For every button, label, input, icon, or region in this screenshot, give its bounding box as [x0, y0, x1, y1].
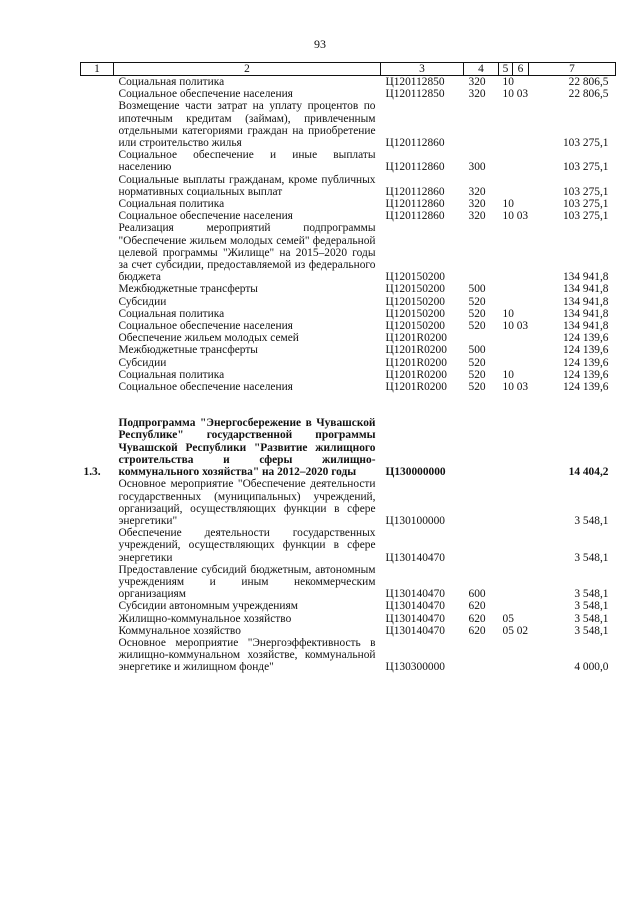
table-row: [81, 332, 616, 344]
table-row: [81, 174, 616, 198]
row-name: Социальное обеспечение населения: [118, 320, 293, 333]
row-expense-type: [464, 478, 499, 527]
table-row: [81, 149, 616, 173]
row-sum: 134 941,8: [562, 283, 609, 296]
table-row: [81, 100, 616, 149]
table-body: [81, 76, 616, 674]
row-name: Возмещение части затрат на уплату процентов по ипотечным кредитам (займам), привлеченным отдельными категориями граждан на приобретение или строительство жилья: [118, 100, 376, 150]
row-sum: 22 806,5: [568, 76, 609, 88]
row-number: [81, 283, 114, 295]
header-col-7: 7: [529, 63, 616, 76]
row-sum: 103 275,1: [562, 210, 609, 223]
row-section: 10: [502, 307, 514, 320]
row-expense-type: 500: [468, 344, 486, 357]
row-code: Ц1201R0200: [385, 356, 447, 369]
row-code: Ц130140470: [385, 612, 445, 625]
row-name: Социальная политика: [118, 198, 225, 211]
row-number: [81, 369, 114, 381]
row-number: [81, 222, 114, 283]
row-number: [81, 320, 114, 332]
row-name: Социальное обеспечение населения: [118, 88, 293, 101]
row-section: [499, 100, 529, 149]
row-section: [499, 149, 529, 173]
row-expense-type: 620: [468, 612, 486, 625]
row-name: Социальное обеспечение населения: [118, 210, 293, 223]
row-number: [81, 344, 114, 356]
row-number: [81, 527, 114, 564]
row-number: [81, 174, 114, 198]
row-number: [81, 637, 114, 674]
row-expense-type: 520: [468, 381, 486, 394]
row-code: Ц120150200: [385, 320, 445, 333]
row-sum: 124 139,6: [562, 332, 609, 345]
page-number: 93: [314, 37, 326, 51]
header-col-1: 1: [81, 63, 114, 76]
row-section: 10: [502, 198, 514, 211]
row-sum: 103 275,1: [562, 161, 609, 174]
row-section: 10: [502, 76, 514, 88]
row-sum: 124 139,6: [562, 381, 609, 394]
row-expense-type: 520: [468, 295, 486, 308]
row-code: Ц1201R0200: [385, 344, 447, 357]
row-section: [499, 222, 529, 283]
row-section: 10 03: [502, 88, 529, 101]
row-expense-type: 600: [468, 588, 486, 601]
row-expense-type: 320: [468, 185, 486, 198]
table-row: [81, 564, 616, 601]
table-row: [81, 381, 616, 393]
table-row: [81, 613, 616, 625]
row-name: Обеспечение жильем молодых семей: [118, 332, 299, 345]
row-code: Ц120112850: [385, 88, 445, 101]
row-number: [81, 76, 114, 89]
row-code: Ц1201R0200: [385, 332, 447, 345]
spacer-row: [81, 393, 616, 417]
row-name: Социальная политика: [118, 76, 225, 88]
row-number: [81, 296, 114, 308]
row-name: Субсидии: [118, 295, 167, 308]
row-name: Реализация мероприятий подпрограммы "Обеспечение жильем молодых семей" федеральной целевой программы "Жилище" на 2015–2020 годы за счет субсидии, предоставляемой из федерального бюджета: [118, 222, 376, 284]
row-name: Обеспечение деятельности государственных учреждений, осуществляющих функции в сфере энергетики: [118, 527, 376, 564]
table-row: [81, 357, 616, 369]
row-code: Ц120112860: [385, 161, 445, 174]
row-code: Ц130100000: [385, 514, 445, 527]
row-section: 10 03: [502, 320, 529, 333]
table-row: [81, 320, 616, 332]
table-row: [81, 625, 616, 637]
table-row: [81, 600, 616, 612]
row-name: Субсидии: [118, 356, 167, 369]
row-name: Предоставление субсидий бюджетным, автономным учреждениям и иным некоммерческим организациям: [118, 563, 376, 601]
row-sum: 14 404,2: [568, 466, 609, 479]
row-section: [499, 417, 529, 478]
row-sum: 124 139,6: [562, 368, 609, 381]
row-expense-type: 320: [468, 88, 486, 101]
row-number: [81, 100, 114, 149]
table-row: [81, 637, 616, 674]
row-sum: 134 941,8: [562, 295, 609, 308]
row-section: [499, 527, 529, 564]
row-number: 1.3.: [83, 466, 101, 479]
row-number: [81, 600, 114, 612]
row-expense-type: 500: [468, 283, 486, 296]
row-name: Основное мероприятие "Обеспечение деятельности государственных (муниципальных) учреждений, организаций, осуществляющих функции в сфере энергетики": [118, 478, 376, 527]
row-code: Ц130000000: [385, 466, 446, 479]
row-number: [81, 625, 114, 637]
row-number: [81, 210, 114, 222]
row-expense-type: 300: [468, 161, 486, 174]
row-number: [81, 613, 114, 625]
row-section: [499, 332, 529, 344]
row-number: [81, 564, 114, 601]
row-section: [499, 344, 529, 356]
table-row: [81, 527, 616, 564]
row-number: [81, 308, 114, 320]
row-name: Жилищно-коммунальное хозяйство: [118, 612, 292, 625]
row-section: [499, 564, 529, 601]
row-code: Ц120150200: [385, 283, 445, 296]
row-section: [499, 283, 529, 295]
table-row: [81, 222, 616, 283]
row-sum: 3 548,1: [574, 612, 609, 625]
row-name: Социальное обеспечение и иные выплаты населению: [118, 149, 376, 174]
row-section: 05: [502, 612, 514, 625]
row-code: Ц1201R0200: [385, 368, 447, 381]
table-row: [81, 88, 616, 100]
row-section: [499, 600, 529, 612]
row-name: Основное мероприятие "Энергоэффективность в жилищно-коммунальном хозяйстве, коммунальной энергетике и жилищном фонде": [118, 636, 376, 674]
row-expense-type: [464, 527, 499, 564]
row-sum: 103 275,1: [562, 185, 609, 198]
row-code: Ц130140470: [385, 624, 445, 637]
table-row: [81, 308, 616, 320]
row-sum: 134 941,8: [562, 320, 609, 333]
table-row: [81, 198, 616, 210]
row-name: Коммунальное хозяйство: [118, 624, 241, 637]
row-section: [499, 174, 529, 198]
row-sum: 3 548,1: [574, 514, 609, 527]
header-col-2: 2: [114, 63, 381, 76]
row-expense-type: 620: [468, 600, 486, 613]
row-section: 10 03: [502, 210, 529, 223]
row-sum: 124 139,6: [562, 356, 609, 369]
row-sum: 3 548,1: [574, 588, 609, 601]
table-row: [81, 369, 616, 381]
header-col-3: 3: [381, 63, 464, 76]
row-code: Ц1201R0200: [385, 381, 447, 394]
spacer-cell: [81, 393, 616, 417]
table-header: [81, 63, 616, 76]
row-expense-type: 520: [468, 307, 486, 320]
row-expense-type: [464, 637, 499, 674]
row-sum: 134 941,8: [562, 307, 609, 320]
row-section: 10: [502, 368, 514, 381]
row-sum: 22 806,5: [568, 88, 609, 101]
row-sum: 3 548,1: [574, 551, 609, 564]
row-name: Социальные выплаты гражданам, кроме публичных нормативных социальных выплат: [118, 173, 376, 198]
table-row: [81, 283, 616, 295]
row-code: Ц130140470: [385, 600, 445, 613]
table-row: [81, 417, 616, 478]
row-expense-type: 320: [468, 198, 486, 211]
row-number: [81, 332, 114, 344]
table-row: [81, 478, 616, 527]
row-section: 05 02: [502, 624, 529, 637]
row-number: [81, 149, 114, 173]
row-name: Социальное обеспечение населения: [118, 381, 293, 394]
budget-table: [80, 62, 616, 674]
row-number: [81, 198, 114, 210]
header-col-6: 6: [513, 63, 529, 76]
row-name: Социальная политика: [118, 307, 225, 320]
row-sum: 4 000,0: [574, 661, 609, 674]
row-code: Ц120150200: [385, 295, 445, 308]
row-name: Межбюджетные трансферты: [118, 344, 258, 357]
row-section: [499, 296, 529, 308]
row-code: Ц120112850: [385, 76, 445, 88]
table-row: [81, 210, 616, 222]
row-number: [81, 357, 114, 369]
table-row: [81, 296, 616, 308]
row-name: Межбюджетные трансферты: [118, 283, 258, 296]
row-code: Ц120112860: [385, 210, 445, 223]
row-sum: 134 941,8: [562, 271, 609, 284]
row-number: [81, 478, 114, 527]
row-sum: 3 548,1: [574, 624, 609, 637]
row-section: [499, 637, 529, 674]
row-expense-type: [464, 222, 499, 283]
row-expense-type: [464, 332, 499, 344]
row-code: Ц120112860: [385, 198, 445, 211]
row-expense-type: 520: [468, 320, 486, 333]
row-name: Социальная политика: [118, 368, 225, 381]
row-expense-type: 320: [468, 76, 486, 88]
row-section: [499, 478, 529, 527]
row-expense-type: [464, 100, 499, 149]
row-number: [81, 381, 114, 393]
row-code: Ц120112860: [385, 137, 445, 150]
row-expense-type: [464, 417, 499, 478]
row-code: Ц130140470: [385, 588, 445, 601]
table-row: [81, 76, 616, 89]
row-section: 10 03: [502, 381, 529, 394]
header-col-5: 5: [499, 63, 513, 76]
row-sum: 124 139,6: [562, 344, 609, 357]
row-name: Подпрограмма "Энергосбережение в Чувашской Республике" государственной программы Чувашской Республики "Развитие жилищного строительства и сферы жилищно-коммунального хозяйства" на 2012–2020 годы: [118, 417, 376, 479]
table-row: [81, 344, 616, 356]
header-col-4: 4: [464, 63, 499, 76]
row-code: Ц120150200: [385, 307, 445, 320]
row-sum: 3 548,1: [574, 600, 609, 613]
row-expense-type: 520: [468, 368, 486, 381]
row-code: Ц120150200: [385, 271, 445, 284]
row-sum: 103 275,1: [562, 198, 609, 211]
row-code: Ц120112860: [385, 185, 445, 198]
row-name: Субсидии автономным учреждениям: [118, 600, 298, 613]
row-code: Ц130140470: [385, 551, 445, 564]
row-expense-type: 620: [468, 624, 486, 637]
row-section: [499, 357, 529, 369]
row-code: Ц130300000: [385, 661, 445, 674]
row-expense-type: 520: [468, 356, 486, 369]
row-expense-type: 320: [468, 210, 486, 223]
row-number: [81, 88, 114, 100]
row-sum: 103 275,1: [562, 137, 609, 150]
